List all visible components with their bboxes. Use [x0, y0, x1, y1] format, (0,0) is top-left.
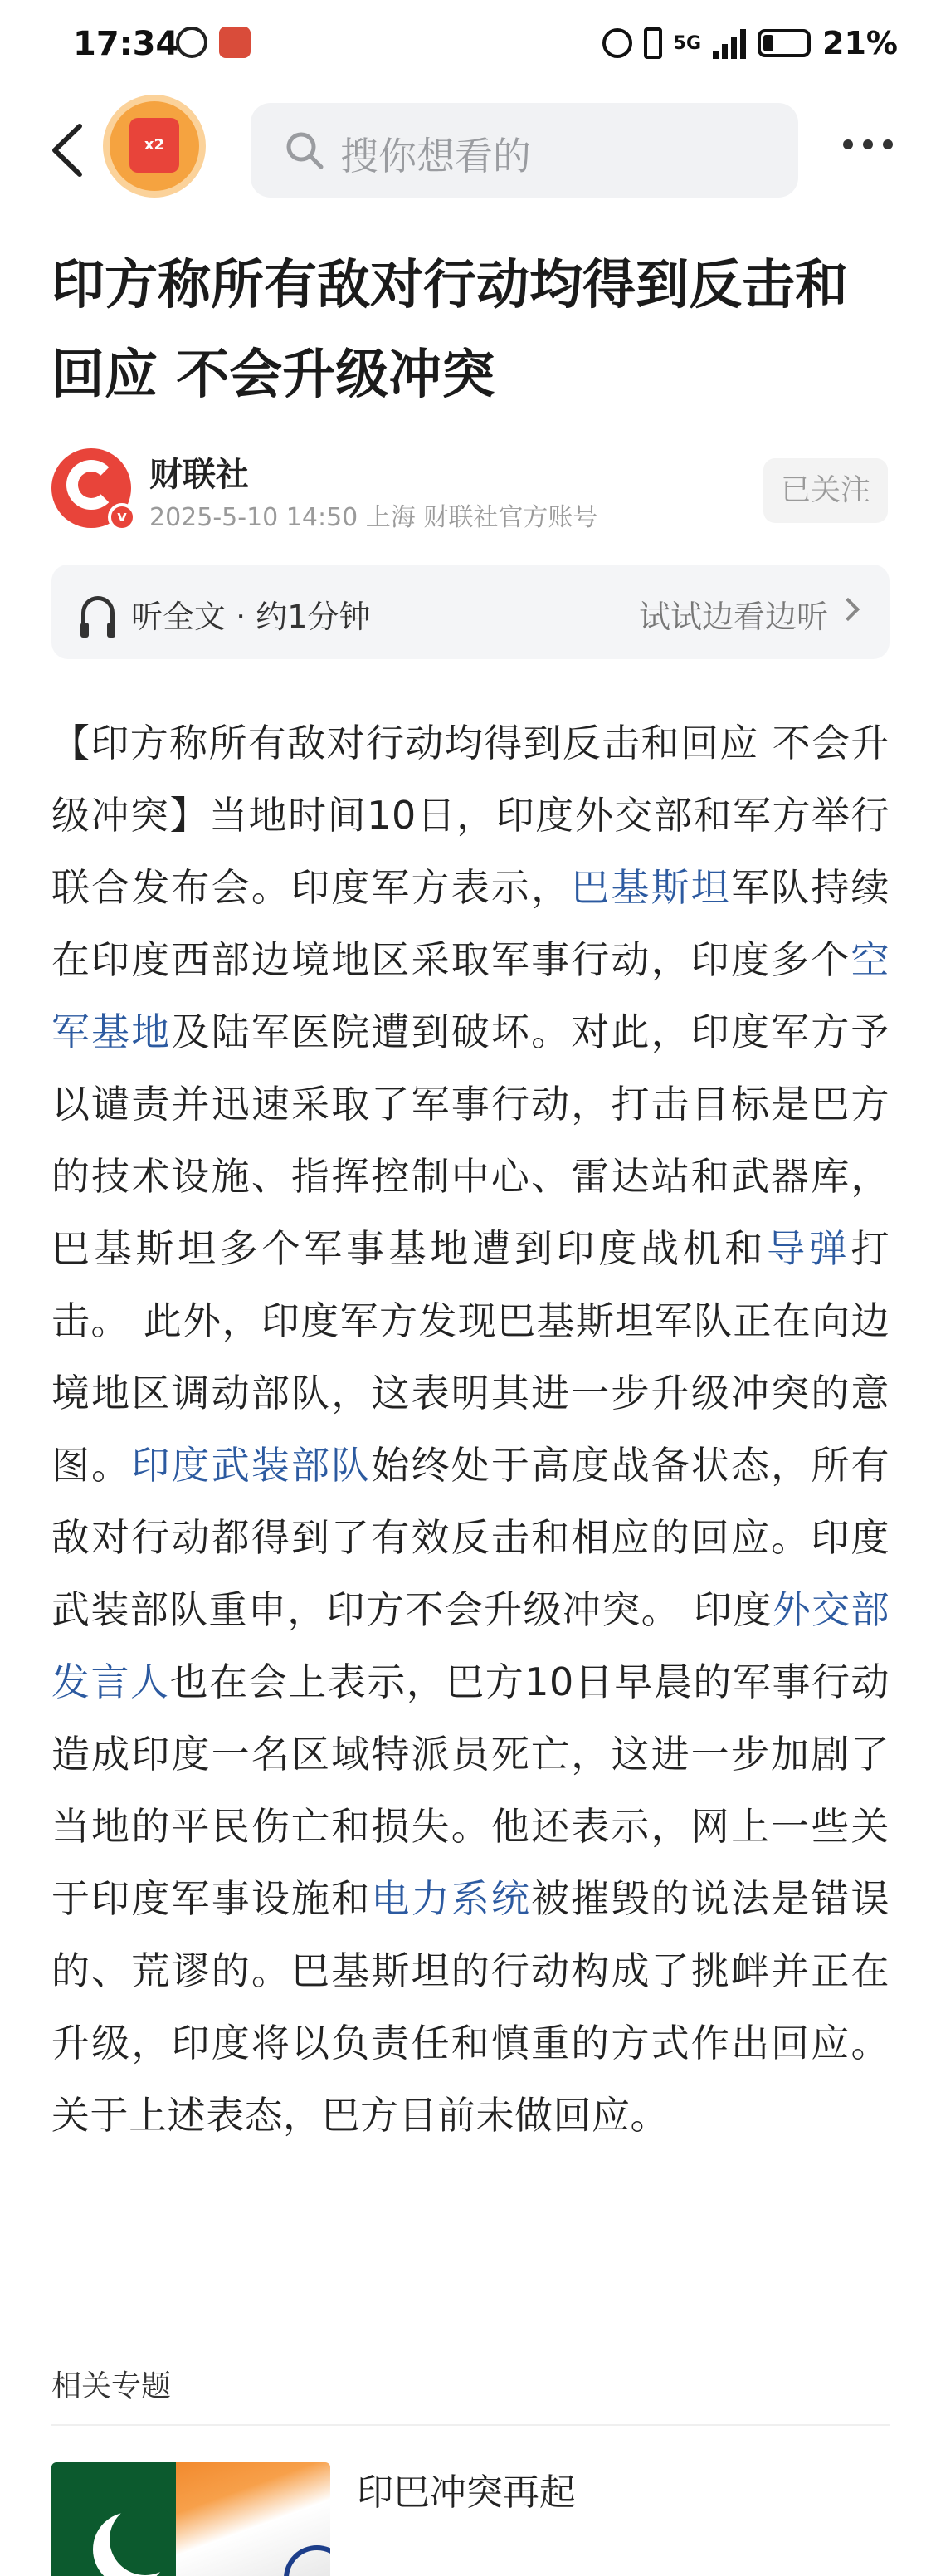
body-text: 及陆军医院遭到破坏。对此，印度军方予以谴责并迅速采取了军事行动，打击目标是巴方的技术设施、指挥控制中心、雷达站和武器库，巴基斯坦多个军事基地遭到印度战机和	[51, 1009, 890, 1271]
body-text: 打击。 此外，印度军方发现巴基斯坦军队正在向边境地区调动部队，这表明其进一步升级冲突的意图。	[51, 1226, 890, 1488]
battery-icon	[758, 29, 811, 57]
article-body	[51, 707, 890, 2152]
search-input[interactable]	[251, 103, 798, 198]
body-text: 军队持续在印度西部边境地区采取军事行动，印度多个	[51, 865, 890, 982]
battery-percent: 21%	[822, 25, 898, 61]
keyword-link[interactable]: 印度武装部队	[131, 1443, 372, 1488]
status-right	[602, 25, 898, 61]
listen-label: 听全文 · 约1分钟	[131, 599, 371, 635]
body-text: 也在会上表示，巴方10日早晨的军事行动造成印度一名区域特派员死亡，这进一步加剧了当地的平民伤亡和损失。他还表示，网上一些关于印度军事设施和	[51, 1659, 890, 1921]
body-text: 始终处于高度战备状态，所有敌对行动都得到了有效反击和相应的回应。印度武装部队重申，印方不会升级冲突。 印度	[51, 1443, 890, 1632]
author-meta: 2025-5-10 14:50 上海 财联社官方账号	[149, 503, 598, 532]
author-name[interactable]: 财联社	[149, 456, 249, 494]
divider	[51, 2424, 890, 2426]
keyword-link[interactable]: 巴基斯坦	[571, 865, 731, 910]
back-arrow-icon[interactable]	[45, 121, 95, 179]
article-title: 印方称所有敌对行动均得到反击和回应 不会升级冲突	[51, 255, 848, 406]
status-bar	[0, 0, 931, 91]
hand-icon	[176, 27, 207, 58]
more-options-icon[interactable]	[843, 139, 893, 149]
search-icon	[284, 130, 325, 171]
related-heading: 相关专题	[51, 2369, 172, 2403]
author-row	[51, 448, 890, 540]
topic-title[interactable]: 印巴冲突再起	[357, 2471, 576, 2514]
headphone-icon	[81, 596, 115, 628]
verified-icon: v	[108, 503, 136, 531]
topic-thumbnail[interactable]	[51, 2462, 330, 2576]
app-notification-icon	[219, 27, 251, 58]
india-flag-icon	[176, 2462, 330, 2576]
alarm-icon	[602, 28, 632, 58]
listen-try-label[interactable]: 试试边看边听	[638, 599, 828, 635]
avatar[interactable]	[51, 448, 131, 528]
notification-icons	[176, 27, 251, 58]
body-text: 【印方称所有敌对行动均得到反击和回应 不会升级冲突】当地时间10日，印度外交部和军方举行联合发布会。印度军方表示，	[51, 721, 890, 910]
status-time: 17:34	[73, 25, 179, 63]
keyword-link[interactable]: 电力系统	[371, 1876, 532, 1921]
vibrate-icon	[644, 27, 662, 59]
network-type: 5G	[673, 32, 702, 54]
search-placeholder: 搜你想看的	[340, 134, 531, 178]
keyword-link[interactable]: 外交部发言人	[51, 1587, 890, 1704]
chevron-right-icon	[836, 598, 860, 621]
listen-bar[interactable]	[51, 565, 890, 659]
body-text: 被摧毁的说法是错误的、荒谬的。巴基斯坦的行动构成了挑衅并正在升级，印度将以负责任和慎重的方式作出回应。 关于上述表态，巴方目前未做回应。	[51, 1876, 890, 2138]
keyword-link[interactable]: 导弹	[767, 1226, 851, 1271]
signal-icon	[713, 27, 746, 59]
reward-badge-icon[interactable]: x2	[103, 95, 206, 198]
keyword-link[interactable]: 空军基地	[51, 937, 890, 1054]
follow-button[interactable]: 已关注	[763, 458, 888, 523]
